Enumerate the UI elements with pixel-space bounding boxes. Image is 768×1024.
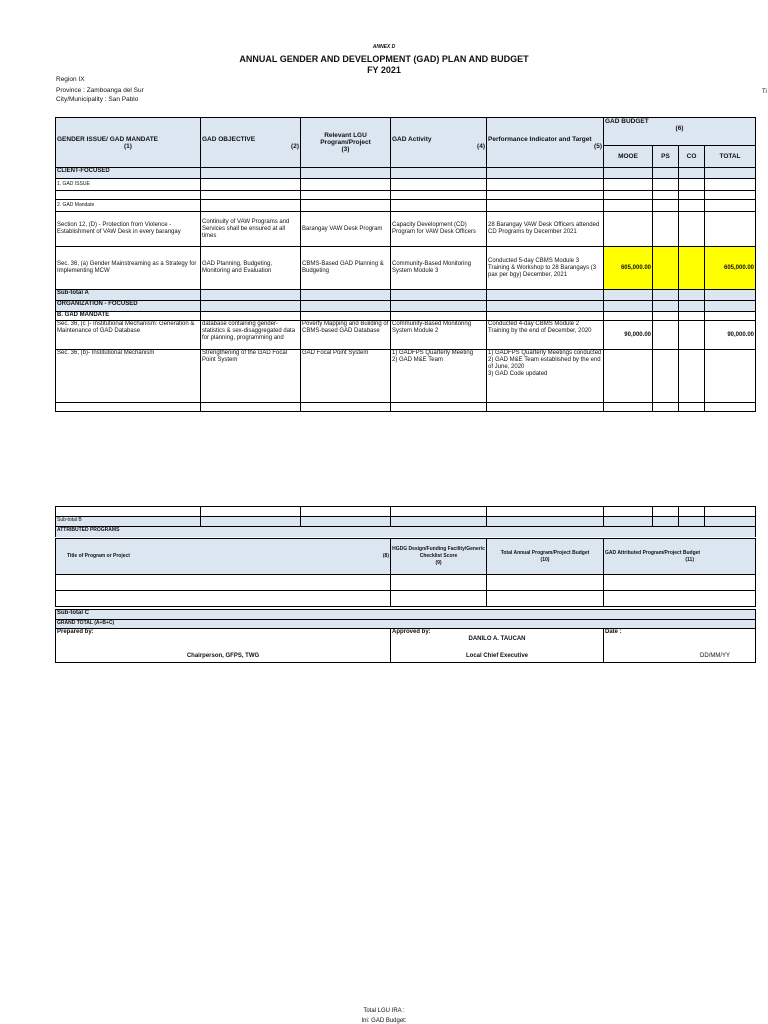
section-attributed: ATTRIBUTED PROGRAMS [56, 527, 756, 537]
total-cell: 605,000.00 [705, 247, 756, 290]
grand-total: GRAND TOTAL (A+B+C) [56, 620, 756, 629]
province-label: Province : Zamboanga del Sur [56, 87, 144, 94]
annex-label: ANNEX D [372, 44, 396, 50]
table-row [56, 212, 756, 247]
col-header-co: CO [679, 146, 705, 168]
mooe-cell [604, 212, 653, 247]
indicator-cell: Conducted 5-day CBMS Module 3 Training & Workshop to 28 Barangays (3 pax per bgy) December, 2021 [487, 247, 604, 290]
section-org-focused: ORGANIZATION - FOCUSED [56, 301, 201, 312]
col-header-hgdg: HGDG Design/Funding Facility/Generic Checklist Score (9) [391, 539, 487, 575]
table-row [56, 247, 756, 290]
table-row [56, 350, 756, 403]
program-cell: CBMS-Based GAD Planning & Budgeting [301, 247, 391, 290]
signature-table [55, 609, 756, 663]
col-header-lgu-program: Relevant LGU Program/Project (3) [301, 118, 391, 168]
indicator-cell [487, 350, 604, 403]
section-client-focused: CLIENT-FOCUSED [56, 168, 201, 179]
mandate-cell: Section 12, (D) - Protection from Violence - Establishment of VAW Desk in every barangay [56, 212, 201, 247]
col-header-ps: PS [653, 146, 679, 168]
col-header-title: Title of Program or Project (8) [56, 539, 391, 575]
document-title: ANNUAL GENDER AND DEVELOPMENT (GAD) PLAN AND BUDGET [239, 54, 529, 64]
col-header-gad-activity: GAD Activity (4) [391, 118, 487, 168]
col-header-gender-issue: GENDER ISSUE/ GAD MANDATE (1) [56, 118, 201, 168]
attributed-programs-table [55, 538, 756, 607]
objective-cell: Strengthening of the GAD Focal Point System [201, 350, 301, 403]
indicator-line: 1) GADFPS Quarterly Meetings conducted [488, 350, 602, 356]
city-label: City/Municipality : San Pablo [56, 96, 139, 103]
mandate-cell: Sec. 36, (a) Gender Mainstreaming as a Strategy for Implementing MCW [56, 247, 201, 290]
cropped-edge-text: Ti [762, 89, 767, 95]
approved-by-label: Approved by: [392, 629, 431, 635]
date-cell [604, 629, 756, 663]
program-cell: GAD Focal Point System [301, 350, 391, 403]
col-header-total: TOTAL [705, 146, 756, 168]
mooe-cell: 90,000.00 [604, 321, 653, 350]
approved-by-cell [391, 629, 604, 663]
col-header-total-annual: Total Annual Program/Project Budget (10) [487, 539, 604, 575]
col-header-gad-objective: GAD OBJECTIVE (2) [201, 118, 301, 168]
prepared-by-cell [56, 629, 391, 663]
fiscal-year: FY 2021 [367, 65, 401, 75]
objective-cell: Continuity of VAW Programs and Services shall be ensured at all times [201, 212, 301, 247]
subtotal-b: Sub-total B [56, 517, 201, 527]
indicator-line: 3) GAD Code updated [488, 371, 548, 377]
approver-role: Local Chief Executive [465, 653, 529, 659]
activity-line: 1) GADFPS Quarterly Meeting [392, 350, 474, 356]
subtotal-b-table [55, 506, 756, 537]
activity-cell [391, 350, 487, 403]
activity-cell: Community-Based Monitoring System Module 2 [391, 321, 487, 350]
activity-cell: Community-Based Monitoring System Module 3 [391, 247, 487, 290]
mooe-cell: 605,000.00 [604, 247, 653, 290]
date-format: DD/MM/YY [700, 653, 731, 659]
activity-cell: Capacity Development (CD) Program for VAW Desk Officers [391, 212, 487, 247]
col-header-mooe: MOOE [604, 146, 653, 168]
total-cell [705, 212, 756, 247]
program-cell: Poverty Mapping and Building of CBMS-based GAD Database [301, 321, 391, 350]
table-row [56, 321, 756, 350]
gad-plan-table [55, 117, 756, 412]
indicator-cell: Conducted 4-day CBMS Module 2 Training by the end of December, 2020 [487, 321, 604, 350]
indicator-line: 2) GAD M&E Team established by the end of June, 2020 [488, 357, 601, 370]
prepared-by-role: Chairperson, GFPS, TWG [186, 653, 260, 659]
section-gad-mandate: 2. GAD Mandate [56, 200, 201, 212]
region-label: Region IX [56, 76, 85, 83]
mandate-cell: Sec. 36, (b)- Institutional Mechanism [56, 350, 201, 403]
indicator-cell: 28 Barangay VAW Desk Officers attended CD Programs by December 2021 [487, 212, 604, 247]
subtotal-a: Sub-total A [56, 290, 201, 301]
total-cell: 90,000.00 [705, 321, 756, 350]
section-b-mandate: B. GAD MANDATE [56, 312, 201, 321]
objective-cell: GAD Planning, Budgeting, Monitoring and Evaluation [201, 247, 301, 290]
col-header-performance-indicator: Performance Indicator and Target (5) [487, 118, 604, 168]
activity-line: 2) GAD M&E Team [392, 357, 443, 363]
section-gad-issue: 1. GAD ISSUE [56, 179, 201, 191]
approver-name: DANILO A. TAUCAN [468, 636, 526, 642]
prepared-by-label: Prepared by: [57, 629, 94, 635]
footer-total-ira: Total LGU IRA : [363, 1008, 405, 1014]
subtotal-c: Sub-total C [56, 610, 756, 620]
mandate-cell: Sec. 36, (c )- Institutional Mechanism: Generation & Maintenance of GAD Database [56, 321, 201, 350]
date-label: Date : [605, 629, 622, 635]
footer-gad-budget: Ini: GAD Budget: [361, 1018, 407, 1024]
col-header-gad-attributed: GAD Attributed Program/Project Budget (11) [604, 539, 756, 575]
col-header-gad-budget: GAD BUDGET (6) [604, 118, 756, 146]
objective-cell: database containing gender-statistics & sex-disaggregated data for planning, programming and [201, 321, 301, 350]
program-cell: Barangay VAW Desk Program [301, 212, 391, 247]
